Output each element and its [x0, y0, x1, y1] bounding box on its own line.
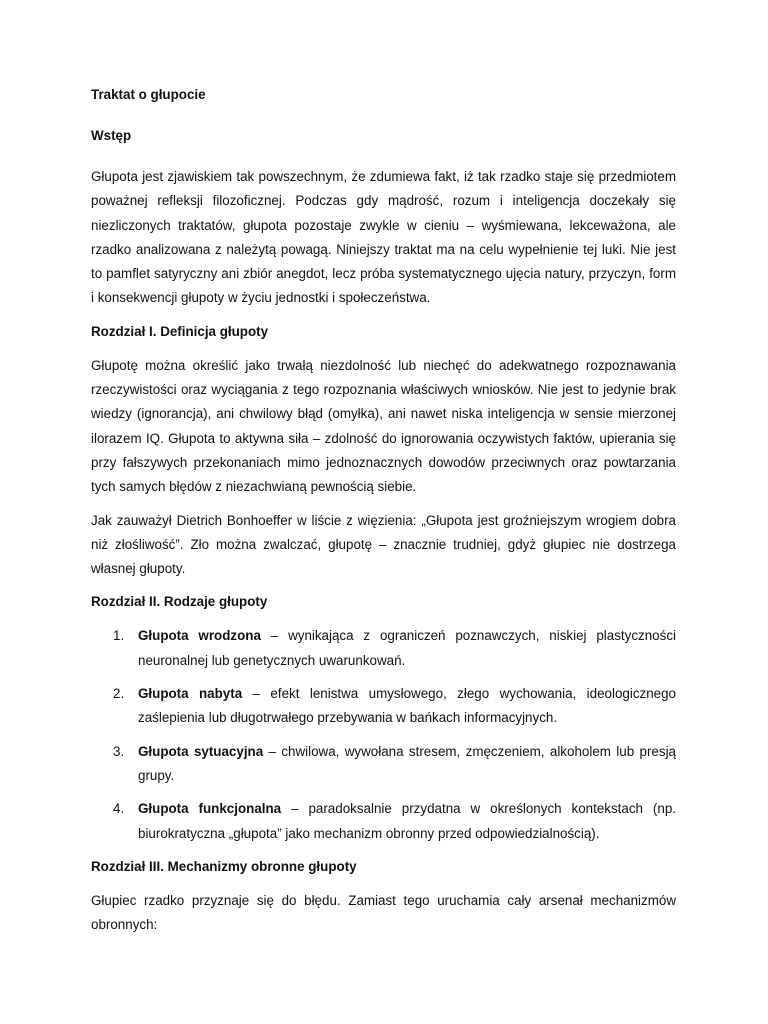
document-page [91, 83, 676, 946]
document-title: Traktat o głupocie [91, 87, 206, 102]
list-item-text: – chwilowa, wywołana stresem, zmęczeniem, alkoholem lub presją grupy. [138, 743, 676, 783]
chapter1-paragraph-2: Jak zauważył Dietrich Bonhoeffer w liście z więzienia: „Głupota jest groźniejszym wrogiem dobra niż złośliwość”. Zło można zwalczać, głupotę – znacznie trudniej, gdyż głupiec nie dostrzega własnej głupoty. [91, 512, 676, 577]
list-item [91, 682, 676, 731]
list-item-text: – efekt lenistwa umysłowego, złego wychowania, ideologicznego zaślepienia lub długotrwałego przebywania w bańkach informacyjnych. [138, 686, 677, 726]
chapter3-paragraph-1: Głupiec rzadko przyznaje się do błędu. Zamiast tego uruchamia cały arsenał mechanizmów obronnych: [91, 892, 676, 933]
list-item-number: 3. [113, 743, 125, 759]
chapter3-heading: Rozdział III. Mechanizmy obronne głupoty [91, 858, 357, 874]
list-item-term: Głupota sytuacyjna [138, 743, 264, 759]
list-item [91, 624, 676, 673]
chapter1-heading: Rozdział I. Definicja głupoty [91, 323, 269, 339]
list-item-number: 2. [113, 686, 125, 702]
intro-heading: Wstęp [91, 128, 132, 143]
list-item-text: – wynikająca z ograniczeń poznawczych, niskiej plastyczności neuronalnej lub genetycznych uwarunkowań. [138, 628, 676, 668]
chapter1-paragraph-1: Głupotę można określić jako trwałą niezdolność lub niechęć do adekwatnego rozpoznawania rzeczywistości oraz wyciągania z tego rozpoznania właściwych wniosków. Nie jest to jedynie brak wiedzy (ignorancja), ani chwilowy błąd (omyłka), ani nawet niska inteligencja w sensie mierzonej ilorazem IQ. Głupota to aktywna siła – zdolność do ignorowania oczywistych faktów, upierania się przy fałszywych przekonaniach mimo jednoznacznych dowodów przeciwnych oraz powtarzania tych samych błędów z niezachwianą pewnością siebie. [91, 357, 676, 495]
list-item-term: Głupota funkcjonalna [138, 801, 282, 817]
chapter2-list [91, 624, 676, 845]
intro-paragraph: Głupota jest zjawiskiem tak powszechnym, że zdumiewa fakt, iż tak rzadko staje się przedmiotem poważnej refleksji filozoficznej. Podczas gdy mądrość, rozum i inteligencja doczekały się niezliczonych traktatów, głupota pozostaje zwykle w cieniu – wyśmiewana, lekceważona, ale rzadko analizowana z należytą powagą. Niniejszy traktat ma na celu wypełnienie tej luki. Nie jest to pamflet satyryczny ani zbiór anegdot, lecz próba systematycznego ujęcia natury, przyczyn, form i konsekwencji głupoty w życiu jednostki i społeczeństwa. [91, 169, 676, 306]
list-item [91, 797, 676, 846]
list-item-text: – paradoksalnie przydatna w określonych kontekstach (np. biurokratyczna „głupota” jako mechanizm obronny przed odpowiedzialnością). [138, 801, 677, 841]
chapter2-heading: Rozdział II. Rodzaje głupoty [91, 594, 268, 610]
list-item-term: Głupota wrodzona [138, 628, 261, 644]
list-item-number: 1. [113, 628, 125, 644]
list-item-term: Głupota nabyta [138, 686, 243, 702]
list-item-number: 4. [113, 801, 125, 817]
list-item [91, 740, 676, 789]
